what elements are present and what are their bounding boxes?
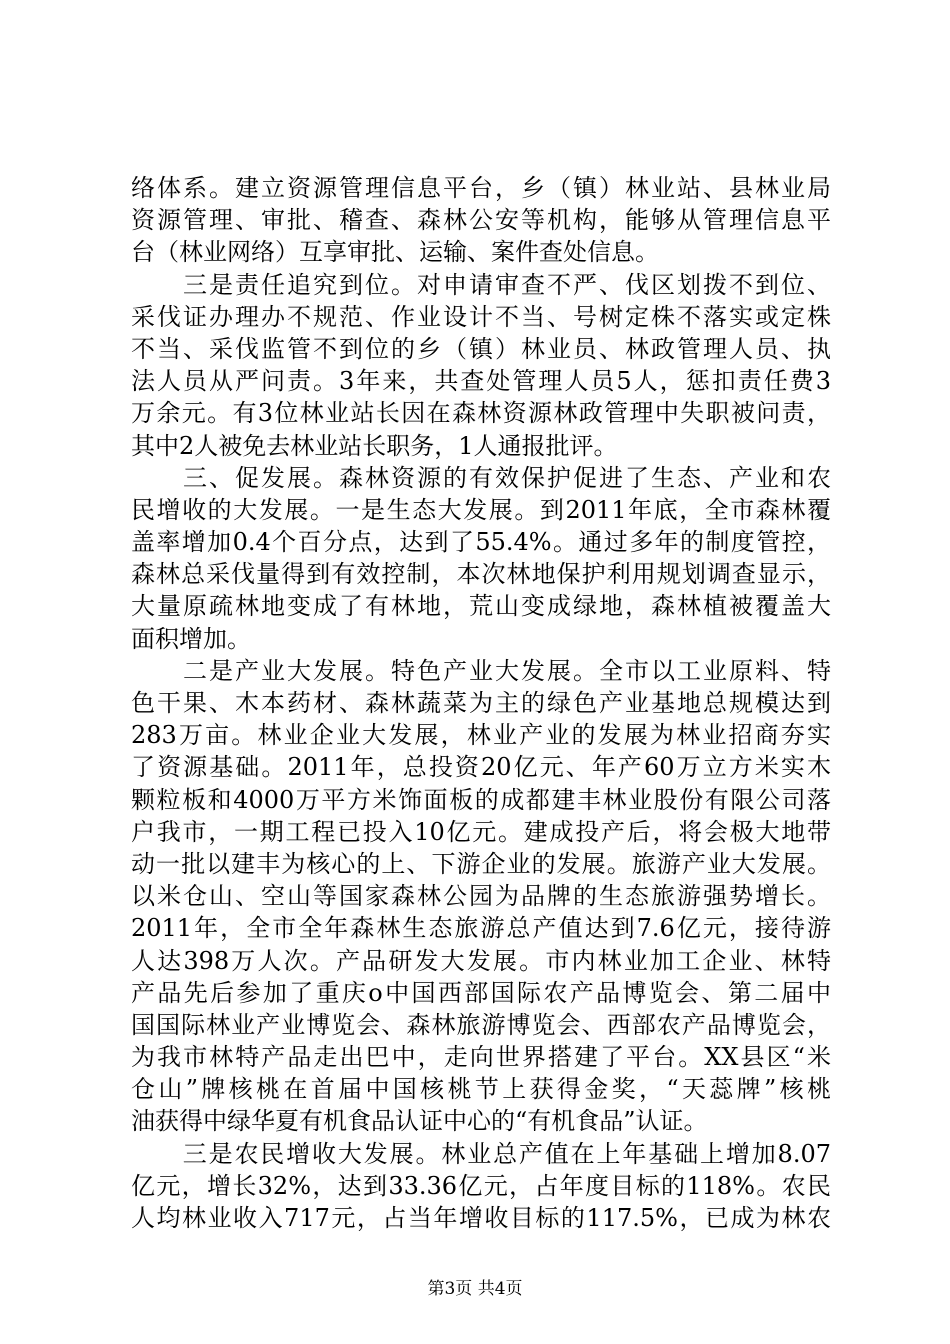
text-line: 产品先后参加了重庆o中国西部国际农产品博览会、第二届中 — [131, 978, 831, 1007]
text-line: 户我市，一期工程已投入10亿元。建成投产后，将会极大地带 — [131, 817, 831, 846]
text-line: 人均林业收入717元，占当年增收目标的117.5%，已成为林农 — [131, 1204, 831, 1232]
text-line: 为我市林特产品走出巴中，走向世界搭建了平台。XX县区“米 — [131, 1043, 831, 1072]
text-line: 动一批以建丰为核心的上、下游企业的发展。旅游产业大发展。 — [131, 849, 831, 878]
text-line: 仓山”牌核桃在首届中国核桃节上获得金奖，“天蕊牌”核桃 — [131, 1075, 831, 1104]
text-line: 络体系。建立资源管理信息平台，乡（镇）林业站、县林业局 — [131, 174, 831, 202]
text-line: 法人员从严问责。3年来，共查处管理人员5人，惩扣责任费3 — [131, 367, 831, 396]
text-line: 万余元。有3位林业站长因在森林资源林政管理中失职被问责， — [131, 399, 831, 428]
text-line: 油获得中绿华夏有机食品认证中心的“有机食品”认证。 — [131, 1107, 708, 1136]
text-line: 色干果、木本药材、森林蔬菜为主的绿色产业基地总规模达到 — [131, 689, 831, 717]
text-line: 资源管理、审批、稽查、森林公安等机构，能够从管理信息平 — [131, 206, 831, 235]
text-line: 283万亩。林业企业大发展，林业产业的发展为林业招商夯实 — [131, 721, 831, 750]
text-line: 三是责任追究到位。对申请审查不严、伐区划拨不到位、 — [131, 270, 831, 299]
text-line: 民增收的大发展。一是生态大发展。到2011年底，全市森林覆 — [131, 495, 831, 524]
text-line: 其中2人被免去林业站长职务，1人通报批评。 — [131, 431, 618, 460]
text-line: 三是农民增收大发展。林业总产值在上年基础上增加8.07 — [131, 1139, 831, 1168]
text-line: 颗粒板和4000万平方米饰面板的成都建丰林业股份有限公司落 — [131, 785, 831, 814]
document-body — [131, 172, 831, 1234]
text-line: 采伐证办理办不规范、作业设计不当、号树定株不落实或定株 — [131, 302, 831, 331]
text-line: 亿元，增长32%，达到33.36亿元，占年度目标的118%。农民 — [131, 1171, 831, 1200]
text-line: 2011年，全市全年森林生态旅游总产值达到7.6亿元，接待游 — [131, 914, 831, 943]
text-line: 森林总采伐量得到有效控制，本次林地保护利用规划调查显示， — [131, 560, 831, 589]
text-line: 台（林业网络）互享审批、运输、案件查处信息。 — [131, 238, 659, 267]
text-line: 三、促发展。森林资源的有效保护促进了生态、产业和农 — [131, 463, 831, 492]
text-line: 人达398万人次。产品研发大发展。市内林业加工企业、林特 — [131, 946, 831, 975]
text-line: 大量原疏林地变成了有林地，荒山变成绿地，森林植被覆盖大 — [131, 592, 831, 621]
text-line: 以米仓山、空山等国家森林公园为品牌的生态旅游强势增长。 — [131, 882, 831, 911]
text-line: 盖率增加0.4个百分点，达到了55.4%。通过多年的制度管控， — [131, 528, 831, 557]
page-footer: 第3页 共4页 — [427, 1279, 523, 1299]
text-line: 面积增加。 — [131, 624, 251, 653]
text-line: 二是产业大发展。特色产业大发展。全市以工业原料、特 — [131, 656, 831, 685]
text-line: 了资源基础。2011年，总投资20亿元、年产60万立方米实木 — [131, 753, 831, 782]
text-line: 不当、采伐监管不到位的乡（镇）林业员、林政管理人员、执 — [131, 334, 831, 363]
text-line: 国国际林业产业博览会、森林旅游博览会、西部农产品博览会， — [131, 1010, 831, 1039]
